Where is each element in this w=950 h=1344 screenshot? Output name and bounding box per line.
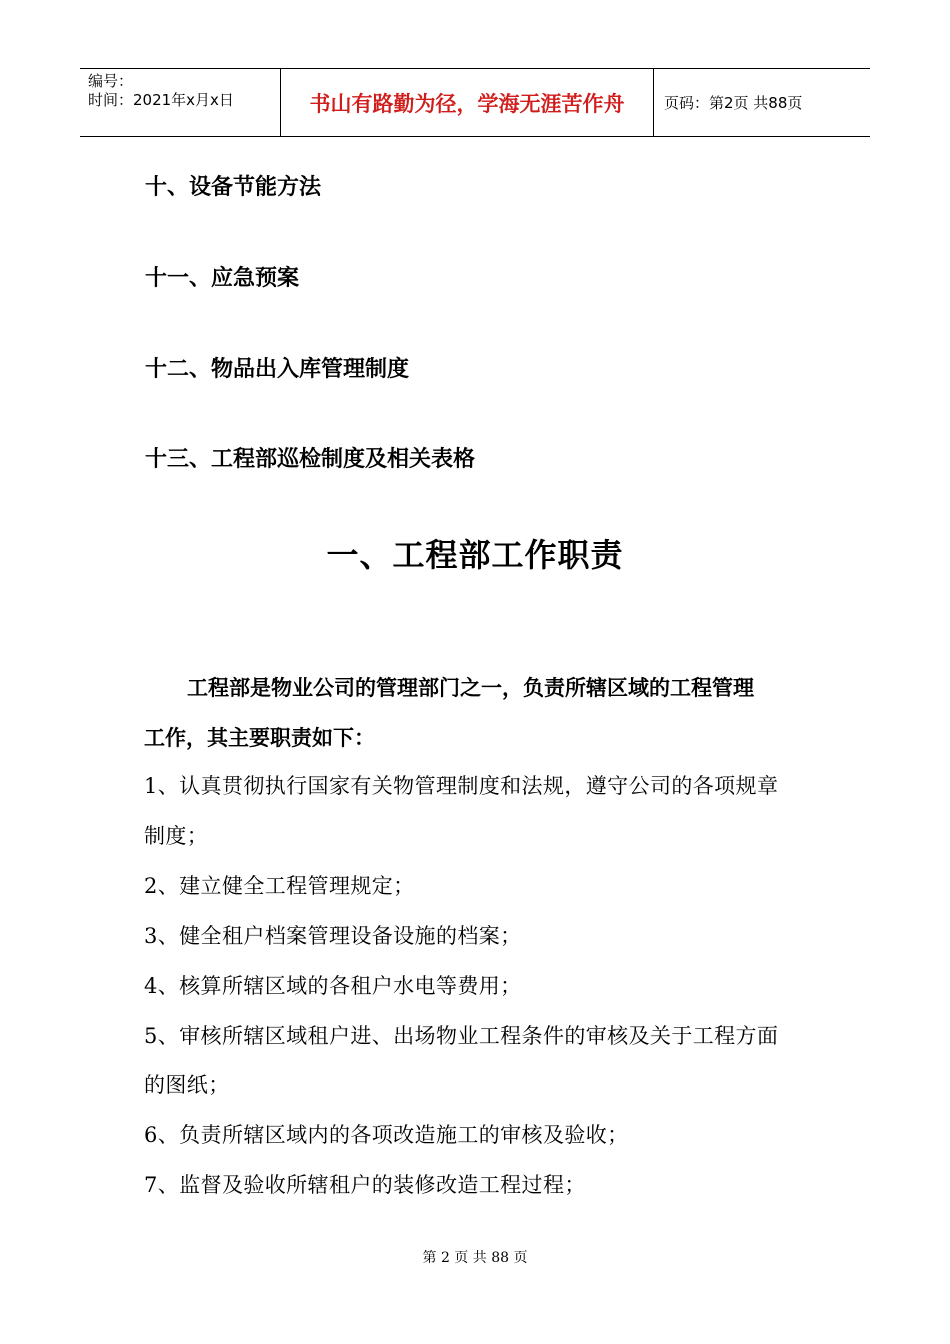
duty-line: 3、健全租户档案管理设备设施的档案； xyxy=(144,924,522,948)
header-page-info-cell xyxy=(654,69,870,136)
toc-item: 十二、物品出入库管理制度 xyxy=(145,357,410,382)
duty-line: 2、建立健全工程管理规定； xyxy=(144,874,415,898)
header-page-info: 页码：第2页 共88页 xyxy=(664,94,803,112)
page-header xyxy=(80,68,870,137)
duty-line: 7、监督及验收所辖租户的装修改造工程过程； xyxy=(144,1173,586,1197)
duty-line: 的图纸； xyxy=(144,1073,230,1097)
intro-line: 工程部是物业公司的管理部门之一，负责所辖区域的工程管理 xyxy=(187,676,754,700)
duty-line: 5、审核所辖区域租户进、出场物业工程条件的审核及关于工程方面 xyxy=(144,1024,779,1048)
duty-line: 1、认真贯彻执行国家有关物管理制度和法规，遵守公司的各项规章 xyxy=(144,774,779,798)
header-meta xyxy=(80,69,281,136)
doc-number-label: 编号： xyxy=(88,72,134,90)
duty-line: 制度； xyxy=(144,824,209,848)
toc-item: 十、设备节能方法 xyxy=(145,175,322,200)
duty-line: 6、负责所辖区域内的各项改造施工的审核及验收； xyxy=(144,1123,629,1147)
header-motto-cell xyxy=(281,69,654,136)
intro-line: 工作，其主要职责如下： xyxy=(144,726,375,750)
toc-item: 十三、工程部巡检制度及相关表格 xyxy=(145,447,476,472)
page-footer: 第 2 页 共 88 页 xyxy=(422,1250,528,1266)
header-motto: 书山有路勤为径，学海无涯苦作舟 xyxy=(309,91,625,116)
duty-line: 4、核算所辖区域的各租户水电等费用； xyxy=(144,974,522,998)
doc-time-label: 时间：2021年x月x日 xyxy=(88,91,234,109)
toc-item: 十一、应急预案 xyxy=(145,266,300,291)
section-title: 一、工程部工作职责 xyxy=(326,536,624,574)
